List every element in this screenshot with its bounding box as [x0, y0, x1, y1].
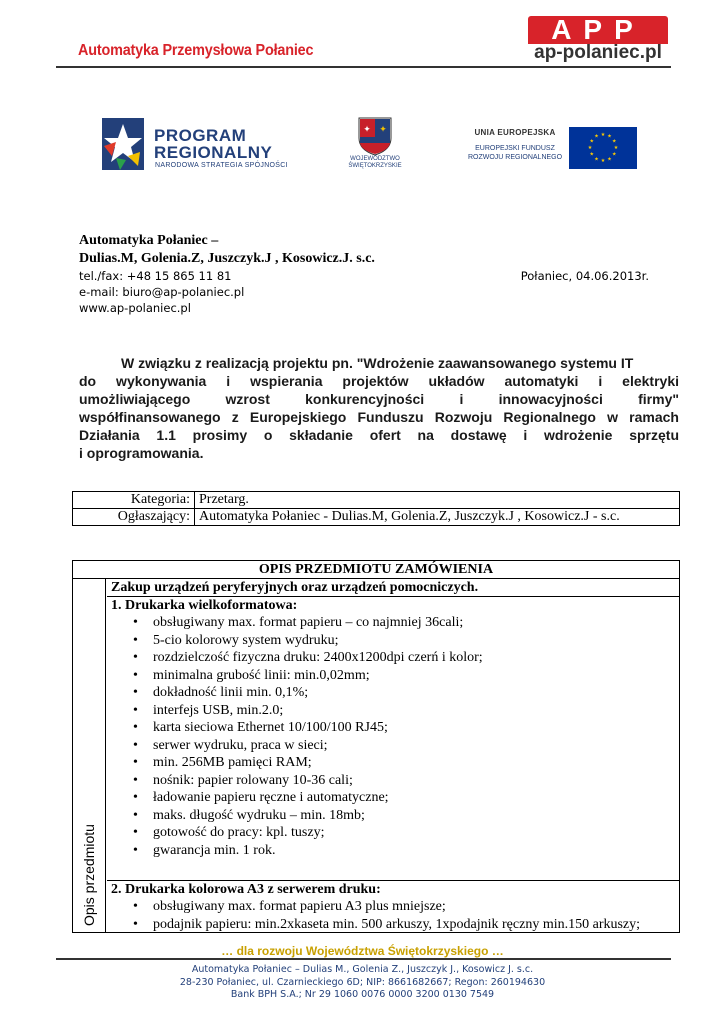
- info-value: Przetarg.: [195, 492, 680, 509]
- footer-line: Bank BPH S.A.; Nr 29 1060 0076 0000 3200 0130 7549: [230, 989, 495, 1000]
- program-logo-subline: NARODOWA STRATEGIA SPÓJNOŚCI: [155, 162, 288, 169]
- svg-text:★: ★: [607, 133, 612, 140]
- intro-line: do wykonywania i wspierania projektów układów automatyki i elektryki: [79, 373, 679, 389]
- email: e-mail: biuro@ap-polaniec.pl: [79, 285, 245, 299]
- list-item: • minimalna grubość linii: min.0,02mm;: [133, 667, 679, 685]
- table-row: [73, 509, 680, 526]
- coat-of-arms-icon: [357, 116, 393, 156]
- list-item: • rozdzielczość fizyczna druku: 2400x1200dpi czerń i kolor;: [133, 649, 679, 667]
- list-item: • nośnik: papier rolowany 10-36 cali;: [133, 772, 679, 790]
- list-item: • podajnik papieru: min.2xkaseta min. 500 arkuszy, 1xpodajnik ręczny min.150 arkuszy;: [133, 916, 679, 933]
- description-subtitle: Zakup urządzeń peryferyjnych oraz urządzeń pomocniczych.: [107, 579, 679, 597]
- svg-text:✦: ✦: [379, 125, 387, 135]
- footer-divider: [56, 958, 671, 960]
- app-logo-domain: ap-polaniec.pl: [534, 42, 662, 63]
- description-content: [107, 579, 679, 932]
- app-logo-letters: APP: [551, 14, 645, 45]
- intro-paragraph: [79, 354, 679, 462]
- svg-text:★: ★: [594, 133, 599, 140]
- company-partners: Dulias.M, Golenia.Z, Juszczyk.J , Kosowicz.J. s.c.: [79, 251, 375, 266]
- svg-text:★: ★: [600, 132, 606, 138]
- footer-slogan: … dla rozwoju Województwa Świętokrzyskiego …: [221, 944, 504, 958]
- wojewodztwo-line: WOJEWÓDZTWO: [350, 156, 400, 162]
- description-header: OPIS PRZEDMIOTU ZAMÓWIENIA: [73, 561, 679, 579]
- spec-list: [111, 898, 679, 932]
- list-item: • obsługiwany max. format papieru A3 plus mniejsze;: [133, 898, 679, 916]
- eu-flag-icon: [569, 127, 637, 169]
- intro-line: W związku z realizacją projektu pn. "Wdrożenie zaawansowanego systemu IT: [121, 355, 634, 371]
- list-item: • gotowość do pracy: kpl. tuszy;: [133, 824, 679, 842]
- eu-fund-line: EUROPEJSKI FUNDUSZ: [475, 145, 555, 152]
- header-divider: [56, 66, 671, 68]
- svg-text:★: ★: [589, 138, 594, 145]
- footer-line: Automatyka Połaniec – Dulias M., Golenia Z., Juszczyk J., Kosowicz J. s.c.: [191, 964, 534, 975]
- list-item: • ładowanie papieru ręczne i automatyczne;: [133, 789, 679, 807]
- list-item: • gwarancja min. 1 rok.: [133, 842, 679, 860]
- svg-text:★: ★: [612, 138, 617, 145]
- program-star-icon: [98, 116, 148, 172]
- svg-text:★: ★: [587, 145, 593, 151]
- eu-text-block: [460, 128, 570, 162]
- svg-text:★: ★: [607, 156, 612, 163]
- spec-section: [107, 881, 679, 932]
- info-label: Ogłaszający:: [73, 509, 195, 526]
- phone-line: [79, 268, 649, 284]
- list-item: • dokładność linii min. 0,1%;: [133, 684, 679, 702]
- program-logo-line: PROGRAM: [154, 126, 247, 145]
- svg-text:★: ★: [612, 151, 617, 158]
- order-description-table: [72, 560, 680, 933]
- list-item: • karta sieciowa Ethernet 10/100/100 RJ45;: [133, 719, 679, 737]
- footer-line: 28-230 Połaniec, ul. Czarnieckiego 6D; NIP: 8661682667; Regon: 260194630: [179, 976, 546, 988]
- letter-date: Połaniec, 04.06.2013r.: [520, 269, 649, 283]
- svg-text:★: ★: [613, 145, 619, 151]
- sender-address: [79, 232, 649, 316]
- spec-list: [111, 614, 679, 859]
- list-item: • serwer wydruku, praca w sieci;: [133, 737, 679, 755]
- footer-contact: [0, 964, 725, 1002]
- list-item: • interfejs USB, min.2.0;: [133, 702, 679, 720]
- eu-title: UNIA EUROPEJSKA: [474, 128, 556, 137]
- list-item: • obsługiwany max. format papieru – co najmniej 36cali;: [133, 614, 679, 632]
- intro-line: Działania 1.1 prosimy o składanie ofert na dostawę i wdrożenie sprzętu: [79, 427, 679, 443]
- side-label: Opis przedmiotu: [81, 824, 97, 926]
- wojewodztwo-line: ŚWIĘTOKRZYSKIE: [348, 163, 402, 169]
- svg-text:★: ★: [589, 151, 594, 158]
- info-table: [72, 491, 680, 526]
- program-logo-line: REGIONALNY: [154, 143, 273, 162]
- svg-text:★: ★: [594, 156, 599, 163]
- svg-text:★: ★: [600, 158, 606, 164]
- eu-fund-line: ROZWOJU REGIONALNEGO: [467, 154, 563, 161]
- list-item: • 5-cio kolorowy system wydruku;: [133, 632, 679, 650]
- intro-line: i oprogramowania.: [79, 445, 204, 461]
- website: www.ap-polaniec.pl: [79, 301, 191, 315]
- spec-section: [107, 597, 679, 881]
- phone: tel./fax: +48 15 865 11 81: [79, 269, 232, 283]
- wojewodztwo-logo: [345, 116, 405, 176]
- svg-text:✦: ✦: [363, 125, 371, 135]
- section-title: 1. Drukarka wielkoformatowa:: [111, 598, 298, 613]
- description-side-column: [73, 579, 106, 932]
- info-label: Kategoria:: [73, 492, 195, 509]
- company-name: Automatyka Połaniec –: [79, 233, 219, 248]
- intro-line: współfinansowanego z Europejskiego Funduszu Rozwoju Regionalnego w ramach: [79, 409, 679, 425]
- info-value: Automatyka Połaniec - Dulias.M, Golenia.Z, Juszczyk.J , Kosowicz.J - s.c.: [195, 509, 680, 526]
- list-item: • min. 256MB pamięci RAM;: [133, 754, 679, 772]
- table-row: [73, 492, 680, 509]
- list-item: • maks. długość wydruku – min. 18mb;: [133, 807, 679, 825]
- section-title: 2. Drukarka kolorowa A3 z serwerem druku:: [111, 882, 381, 897]
- program-regionalny-logo: [98, 116, 318, 172]
- intro-line: umożliwiającego wzrost konkurencyjności i innowacyjności firmy": [79, 391, 679, 407]
- app-logo: [528, 16, 668, 66]
- company-title: Automatyka Przemysłowa Połaniec: [78, 42, 314, 59]
